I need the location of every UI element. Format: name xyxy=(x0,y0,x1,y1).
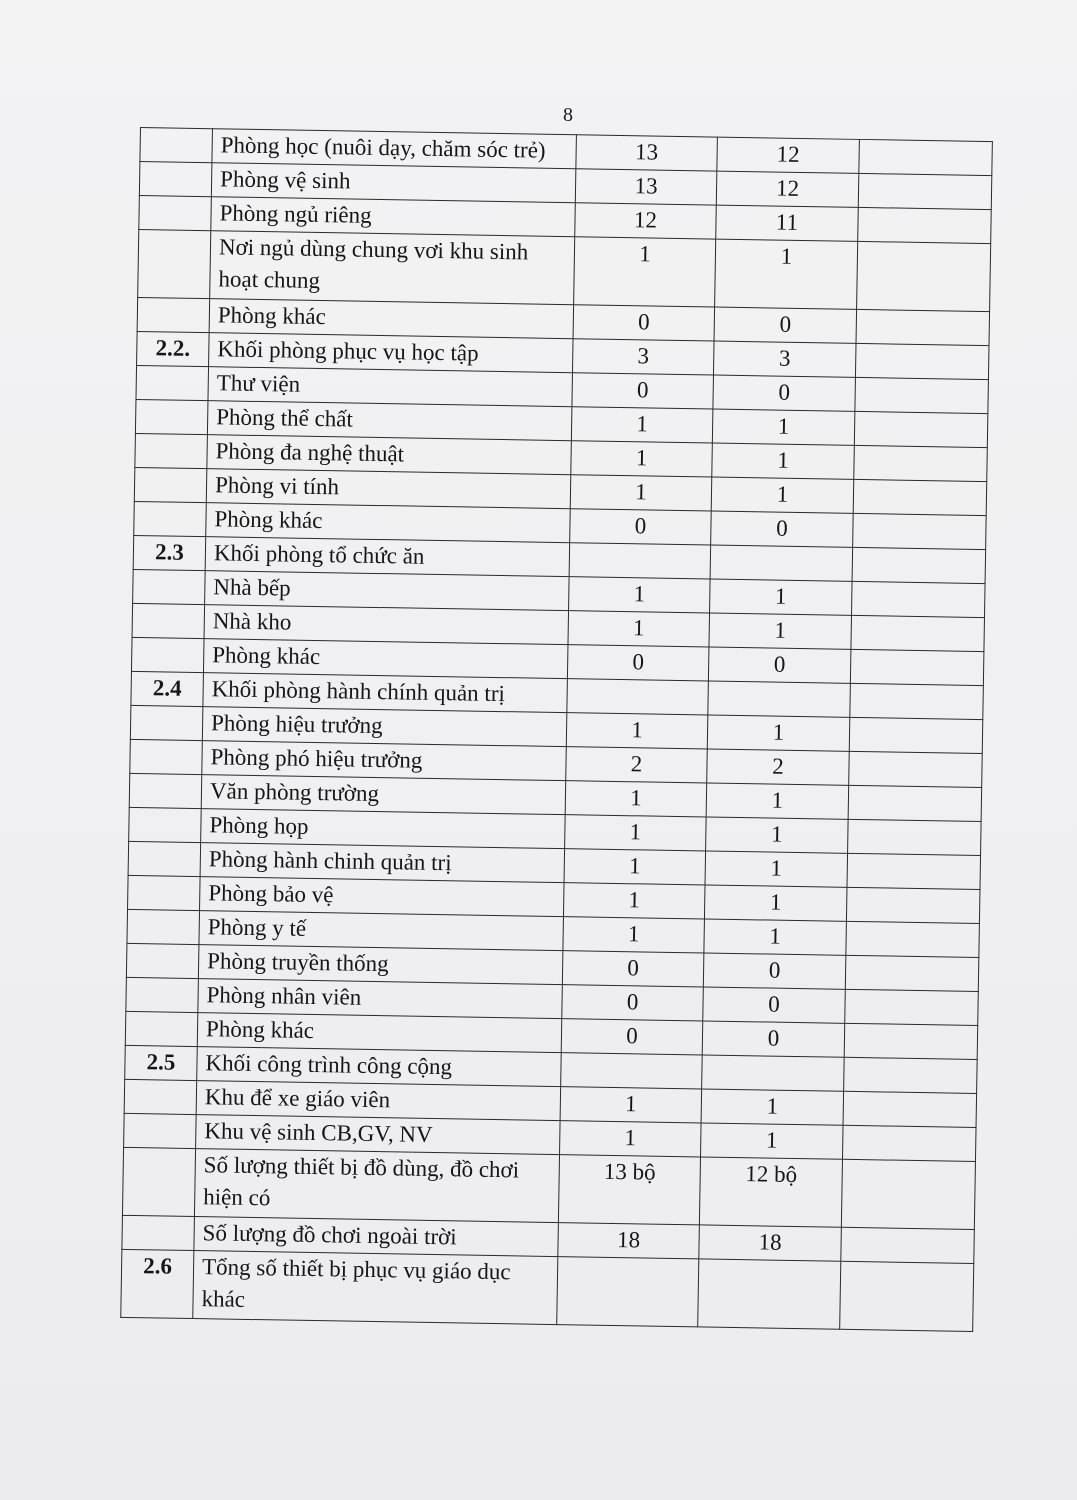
notes-cell xyxy=(858,207,992,243)
value-cell-2: 12 xyxy=(716,171,859,207)
value-cell-1: 18 xyxy=(558,1223,700,1259)
item-label-cell: Phòng hành chinh quản trị xyxy=(200,843,565,883)
section-number-cell xyxy=(128,875,201,910)
value-cell-1: 13 bộ xyxy=(558,1155,700,1225)
value-cell-2: 1 xyxy=(705,851,848,887)
section-number-cell xyxy=(129,773,202,808)
section-number-cell xyxy=(126,943,199,978)
value-cell-1 xyxy=(561,1053,703,1089)
item-label-cell: Phòng khác xyxy=(209,299,574,339)
facilities-table xyxy=(120,127,993,1332)
notes-cell xyxy=(848,819,982,855)
notes-cell xyxy=(852,547,986,583)
item-label-cell: Phòng vi tính xyxy=(206,469,571,509)
item-label-cell: Khối phòng phục vụ học tập xyxy=(209,333,574,373)
value-cell-1: 1 xyxy=(570,475,712,511)
value-cell-2: 1 xyxy=(712,443,855,479)
value-cell-1: 13 xyxy=(575,169,717,205)
page-number: 8 xyxy=(563,104,573,126)
notes-cell xyxy=(853,513,987,549)
notes-cell xyxy=(844,1057,978,1093)
section-number-cell xyxy=(137,297,210,332)
notes-cell xyxy=(846,887,980,923)
value-cell-1 xyxy=(557,1257,699,1327)
item-label-cell: Thư viện xyxy=(208,367,573,407)
section-number-cell xyxy=(135,433,208,468)
table-row xyxy=(121,1249,974,1331)
value-cell-2: 1 xyxy=(704,919,847,955)
item-label-cell: Phòng truyền thống xyxy=(198,945,563,985)
section-number-cell xyxy=(125,1011,198,1046)
value-cell-2: 12 bộ xyxy=(699,1157,842,1227)
item-label-cell: Văn phòng trường xyxy=(201,775,566,815)
item-label-cell: Khu vệ sinh CB,GV, NV xyxy=(196,1115,561,1155)
value-cell-2: 1 xyxy=(701,1123,844,1159)
notes-cell xyxy=(850,649,984,685)
item-label-cell: Phòng y tế xyxy=(199,911,564,951)
item-label-cell: Khối công trình công cộng xyxy=(197,1047,562,1087)
value-cell-1: 1 xyxy=(565,815,707,851)
section-number-cell xyxy=(132,603,205,638)
section-number-cell xyxy=(127,909,200,944)
item-label-cell: Nhà bếp xyxy=(205,571,570,611)
value-cell-1: 1 xyxy=(560,1087,702,1123)
value-cell-2: 1 xyxy=(706,817,849,853)
notes-cell xyxy=(851,615,985,651)
value-cell-1: 0 xyxy=(570,509,712,545)
section-number-cell xyxy=(135,399,208,434)
value-cell-1: 1 xyxy=(564,849,706,885)
section-number-cell xyxy=(124,1079,197,1114)
value-cell-2: 1 xyxy=(712,409,855,445)
notes-cell xyxy=(844,1023,978,1059)
item-label-cell: Nhà kho xyxy=(204,605,569,645)
item-label-cell: Phòng vệ sinh xyxy=(211,163,576,203)
value-cell-2: 11 xyxy=(716,205,859,241)
value-cell-2 xyxy=(708,681,851,717)
notes-cell xyxy=(841,1159,975,1229)
value-cell-1: 1 xyxy=(571,407,713,443)
item-label-cell: Phòng học (nuôi dạy, chăm sóc trẻ) xyxy=(212,129,577,169)
item-label-cell: Phòng đa nghệ thuật xyxy=(207,435,572,475)
section-number-cell xyxy=(136,365,209,400)
value-cell-2 xyxy=(710,545,853,581)
facilities-table-wrapper xyxy=(120,127,992,1332)
section-number-cell xyxy=(131,637,204,672)
notes-cell xyxy=(849,751,983,787)
value-cell-1: 3 xyxy=(572,339,714,375)
value-cell-1: 0 xyxy=(567,645,709,681)
value-cell-2: 1 xyxy=(707,715,850,751)
item-label-cell: Phòng khác xyxy=(203,639,568,679)
item-label-cell: Phòng phó hiệu trưởng xyxy=(202,741,567,781)
value-cell-2: 0 xyxy=(703,953,846,989)
value-cell-2: 0 xyxy=(711,511,854,547)
value-cell-1 xyxy=(567,679,709,715)
section-number-cell xyxy=(139,162,212,197)
value-cell-2: 1 xyxy=(704,885,847,921)
value-cell-2: 1 xyxy=(701,1089,844,1125)
value-cell-1: 1 xyxy=(563,883,705,919)
value-cell-1: 2 xyxy=(566,747,708,783)
value-cell-1: 1 xyxy=(568,611,710,647)
notes-cell xyxy=(841,1227,975,1263)
section-number-cell xyxy=(129,807,202,842)
item-label-cell: Phòng họp xyxy=(201,809,566,849)
value-cell-2: 1 xyxy=(709,613,852,649)
notes-cell xyxy=(842,1125,976,1161)
section-number-cell: 2.3 xyxy=(133,535,206,570)
value-cell-2: 12 xyxy=(717,137,860,173)
notes-cell xyxy=(852,581,986,617)
item-label-cell: Tổng số thiết bị phục vụ giáo dục khác xyxy=(193,1251,558,1325)
section-number-cell: 2.5 xyxy=(125,1045,198,1080)
section-number-cell xyxy=(128,841,201,876)
value-cell-1: 1 xyxy=(560,1121,702,1157)
value-cell-1: 1 xyxy=(565,781,707,817)
notes-cell xyxy=(848,785,982,821)
value-cell-1: 1 xyxy=(574,237,716,307)
notes-cell xyxy=(846,921,980,957)
item-label-cell: Phòng hiệu trưởng xyxy=(202,707,567,747)
section-number-cell xyxy=(138,229,211,298)
section-number-cell xyxy=(126,977,199,1012)
item-label-cell: Phòng khác xyxy=(197,1013,562,1053)
item-label-cell: Khối phòng hành chính quản trị xyxy=(203,673,568,713)
value-cell-1: 0 xyxy=(572,373,714,409)
item-label-cell: Số lượng thiết bị đồ dùng, đồ chơi hiện có xyxy=(194,1149,559,1223)
item-label-cell: Phòng thể chất xyxy=(207,401,572,441)
value-cell-2 xyxy=(698,1259,841,1329)
facilities-table-body xyxy=(121,128,993,1332)
notes-cell xyxy=(857,241,991,311)
section-number-cell xyxy=(134,501,207,536)
value-cell-2: 1 xyxy=(715,239,858,309)
value-cell-1: 0 xyxy=(562,985,704,1021)
item-label-cell: Khối phòng tổ chức ăn xyxy=(205,537,570,577)
section-number-cell xyxy=(140,128,213,163)
section-number-cell: 2.6 xyxy=(121,1249,194,1318)
item-label-cell: Khu để xe giáo viên xyxy=(196,1081,561,1121)
value-cell-1: 1 xyxy=(563,917,705,953)
value-cell-1: 1 xyxy=(569,577,711,613)
notes-cell xyxy=(843,1091,977,1127)
value-cell-1: 1 xyxy=(571,441,713,477)
value-cell-1: 13 xyxy=(576,135,718,171)
value-cell-1: 0 xyxy=(561,1019,703,1055)
notes-cell xyxy=(850,683,984,719)
notes-cell xyxy=(853,479,987,515)
item-label-cell: Số lượng đồ chơi ngoài trời xyxy=(194,1217,559,1257)
notes-cell xyxy=(854,411,988,447)
section-number-cell xyxy=(134,467,207,502)
notes-cell xyxy=(854,445,988,481)
section-number-cell xyxy=(139,195,212,230)
notes-cell xyxy=(845,955,979,991)
value-cell-2: 0 xyxy=(714,307,857,343)
notes-cell xyxy=(858,173,992,209)
value-cell-1: 0 xyxy=(573,305,715,341)
value-cell-1 xyxy=(569,543,711,579)
notes-cell xyxy=(855,343,989,379)
value-cell-1: 1 xyxy=(566,713,708,749)
value-cell-2: 2 xyxy=(707,749,850,785)
value-cell-2: 1 xyxy=(711,477,854,513)
notes-cell xyxy=(840,1261,974,1331)
section-number-cell xyxy=(122,1215,195,1250)
section-number-cell xyxy=(133,569,206,604)
section-number-cell xyxy=(122,1147,195,1216)
section-number-cell xyxy=(124,1113,197,1148)
value-cell-1: 0 xyxy=(562,951,704,987)
item-label-cell: Phòng khác xyxy=(206,503,571,543)
section-number-cell: 2.2. xyxy=(137,331,210,366)
notes-cell xyxy=(847,853,981,889)
value-cell-1: 12 xyxy=(575,203,717,239)
item-label-cell: Phòng bảo vệ xyxy=(200,877,565,917)
value-cell-2: 0 xyxy=(703,987,846,1023)
notes-cell xyxy=(849,717,983,753)
section-number-cell xyxy=(130,739,203,774)
value-cell-2: 0 xyxy=(713,375,856,411)
item-label-cell: Phòng nhân viên xyxy=(198,979,563,1019)
section-number-cell xyxy=(130,705,203,740)
notes-cell xyxy=(859,139,993,175)
section-number-cell: 2.4 xyxy=(131,671,204,706)
value-cell-2: 18 xyxy=(699,1225,842,1261)
notes-cell xyxy=(855,377,989,413)
item-label-cell: Phòng ngủ riêng xyxy=(211,197,576,237)
value-cell-2 xyxy=(702,1055,845,1091)
value-cell-2: 0 xyxy=(702,1021,845,1057)
notes-cell xyxy=(856,309,990,345)
notes-cell xyxy=(845,989,979,1025)
item-label-cell: Nơi ngủ dùng chung vơi khu sinh hoạt chung xyxy=(210,231,575,305)
value-cell-2: 1 xyxy=(710,579,853,615)
value-cell-2: 3 xyxy=(713,341,856,377)
value-cell-2: 0 xyxy=(708,647,851,683)
value-cell-2: 1 xyxy=(706,783,849,819)
